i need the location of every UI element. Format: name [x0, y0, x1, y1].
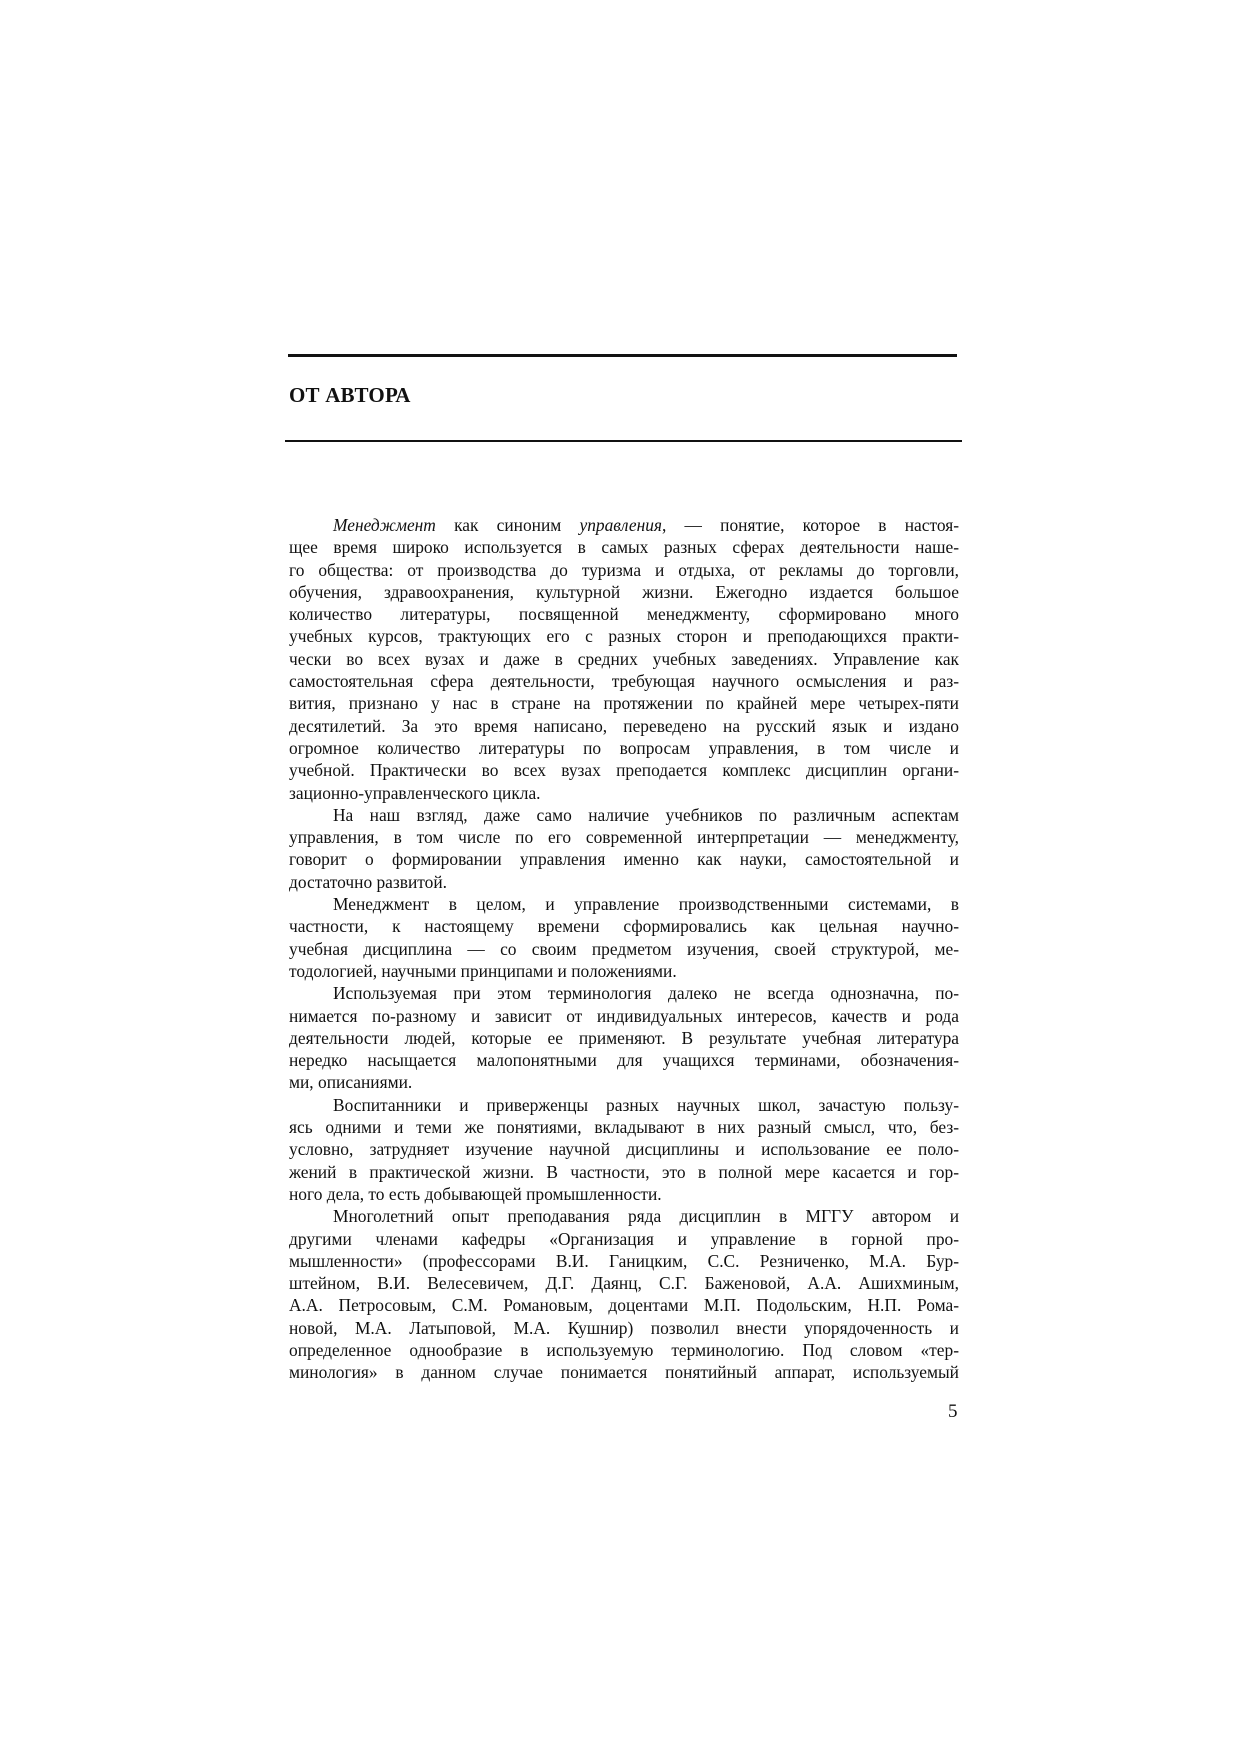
text-run: штейном, В.И. Велесевичем, Д.Г. Даянц, С.Г. Баженовой, А.А. Ашихминым, [289, 1273, 959, 1294]
text-line [289, 737, 959, 759]
italic-term: Менеджмент [333, 515, 436, 535]
paragraph [289, 893, 959, 982]
text-run: тодологией, научными принципами и положениями. [289, 960, 677, 981]
text-run: деятельности людей, которые ее применяют. В результате учебная литература [289, 1027, 959, 1048]
heading-rule-bottom [285, 440, 962, 442]
text-line [289, 826, 959, 848]
text-run: жений в практической жизни. В частности, это в полной мере касается и гор- [289, 1161, 959, 1182]
text-line [289, 1339, 959, 1361]
text-line [289, 1094, 959, 1116]
text-run: учебная дисциплина — со своим предметом изучения, своей структурой, ме- [289, 938, 959, 959]
text-line [289, 536, 959, 558]
text-run: щее время широко используется в самых разных сферах деятельности наше- [289, 537, 959, 558]
text-line [289, 938, 959, 960]
text-line [289, 1361, 959, 1383]
text-line [289, 871, 959, 893]
text-run: А.А. Петросовым, С.М. Романовым, доцентами М.П. Подольским, Н.П. Рома- [289, 1295, 959, 1316]
text-run: Воспитанники и приверженцы разных научных школ, зачастую пользу- [333, 1094, 959, 1115]
heading-rule-top [288, 354, 957, 357]
paragraph [289, 982, 959, 1093]
text-line [289, 804, 959, 826]
text-line [289, 982, 959, 1004]
text-run: Менеджмент в целом, и управление производственными системами, в [333, 894, 959, 915]
text-run: говорит о формировании управления именно как науки, самостоятельной и [289, 849, 959, 870]
text-run: , — понятие, которое в настоя- [662, 515, 959, 535]
text-run: самостоятельная сфера деятельности, требующая научного осмысления и раз- [289, 671, 959, 692]
text-run: частности, к настоящему времени сформировались как цельная научно- [289, 916, 959, 937]
text-line [289, 759, 959, 781]
body-text [289, 514, 959, 1384]
text-line [289, 848, 959, 870]
text-line [289, 1250, 959, 1272]
text-line [289, 1116, 959, 1138]
text-run: минология» в данном случае понимается понятийный аппарат, используемый [289, 1362, 959, 1383]
text-run: учебных курсов, трактующих его с разных сторон и преподающихся практи- [289, 626, 959, 647]
text-line [289, 648, 959, 670]
text-line [289, 1138, 959, 1160]
paragraph [289, 514, 959, 804]
text-line [289, 1071, 959, 1093]
text-run: условно, затрудняет изучение научной дисциплины и использование ее поло- [289, 1139, 959, 1160]
text-run: десятилетий. За это время написано, переведено на русский язык и издано [289, 715, 959, 736]
text-line [289, 1161, 959, 1183]
text-line [289, 559, 959, 581]
paragraph [289, 1205, 959, 1383]
text-run: огромное количество литературы по вопросам управления, в том числе и [289, 737, 959, 758]
text-run: нередко насыщается малопонятными для учащихся терминами, обозначения- [289, 1050, 959, 1071]
text-line [289, 960, 959, 982]
text-line [289, 1294, 959, 1316]
text-line [289, 715, 959, 737]
text-line [289, 1317, 959, 1339]
text-line [289, 893, 959, 915]
text-run: Используемая при этом терминология далеко не всегда однозначна, по- [333, 983, 959, 1004]
text-run: определенное однообразие в используемую терминологию. Под словом «тер- [289, 1339, 959, 1360]
text-line [289, 1049, 959, 1071]
text-run: ми, описаниями. [289, 1072, 413, 1093]
text-run: мышленности» (профессорами В.И. Ганицким, С.С. Резниченко, М.А. Бур- [289, 1250, 959, 1271]
text-line [289, 581, 959, 603]
page-number: 5 [948, 1401, 958, 1422]
italic-term: управления [579, 515, 662, 535]
text-line [289, 670, 959, 692]
text-line [289, 1005, 959, 1027]
text-run: Многолетний опыт преподавания ряда дисциплин в МГГУ автором и [333, 1206, 959, 1227]
text-run: На наш взгляд, даже само наличие учебников по различным аспектам [333, 804, 959, 825]
text-run: обучения, здравоохранения, культурной жизни. Ежегодно издается большое [289, 581, 959, 602]
text-run: количество литературы, посвященной менеджменту, сформировано много [289, 604, 959, 625]
text-run: нимается по-разному и зависит от индивидуальных интересов, качеств и рода [289, 1005, 959, 1026]
text-run: ясь одними и теми же понятиями, вкладывают в них разный смысл, что, без- [289, 1117, 959, 1138]
text-line [289, 782, 959, 804]
text-line [289, 692, 959, 714]
text-line [289, 1027, 959, 1049]
text-run: другими членами кафедры «Организация и управление в горной про- [289, 1228, 959, 1249]
text-line [289, 915, 959, 937]
text-run: ного дела, то есть добывающей промышленности. [289, 1183, 662, 1204]
text-line [289, 625, 959, 647]
text-run: управления, в том числе по его современной интерпретации — менеджменту, [289, 827, 959, 848]
chapter-title: ОТ АВТОРА [289, 383, 411, 407]
paragraph [289, 804, 959, 893]
text-line [289, 1205, 959, 1227]
text-run: чески во всех вузах и даже в средних учебных заведениях. Управление как [289, 648, 959, 669]
text-run: вития, признано у нас в стране на протяжении по крайней мере четырех-пяти [289, 693, 959, 714]
text-run: новой, М.А. Латыповой, М.А. Кушнир) позволил внести упорядоченность и [289, 1317, 959, 1338]
text-line [289, 603, 959, 625]
text-line [289, 1183, 959, 1205]
text-run: достаточно развитой. [289, 871, 448, 892]
text-run: учебной. Практически во всех вузах преподается комплекс дисциплин органи- [289, 760, 959, 781]
text-line [289, 514, 959, 536]
text-run: зационно-управленческого цикла. [289, 782, 541, 803]
paragraph [289, 1094, 959, 1205]
text-run: го общества: от производства до туризма и отдыха, от рекламы до торговли, [289, 559, 959, 580]
text-run: как синоним [435, 515, 580, 535]
text-line [289, 1228, 959, 1250]
text-line [289, 1272, 959, 1294]
